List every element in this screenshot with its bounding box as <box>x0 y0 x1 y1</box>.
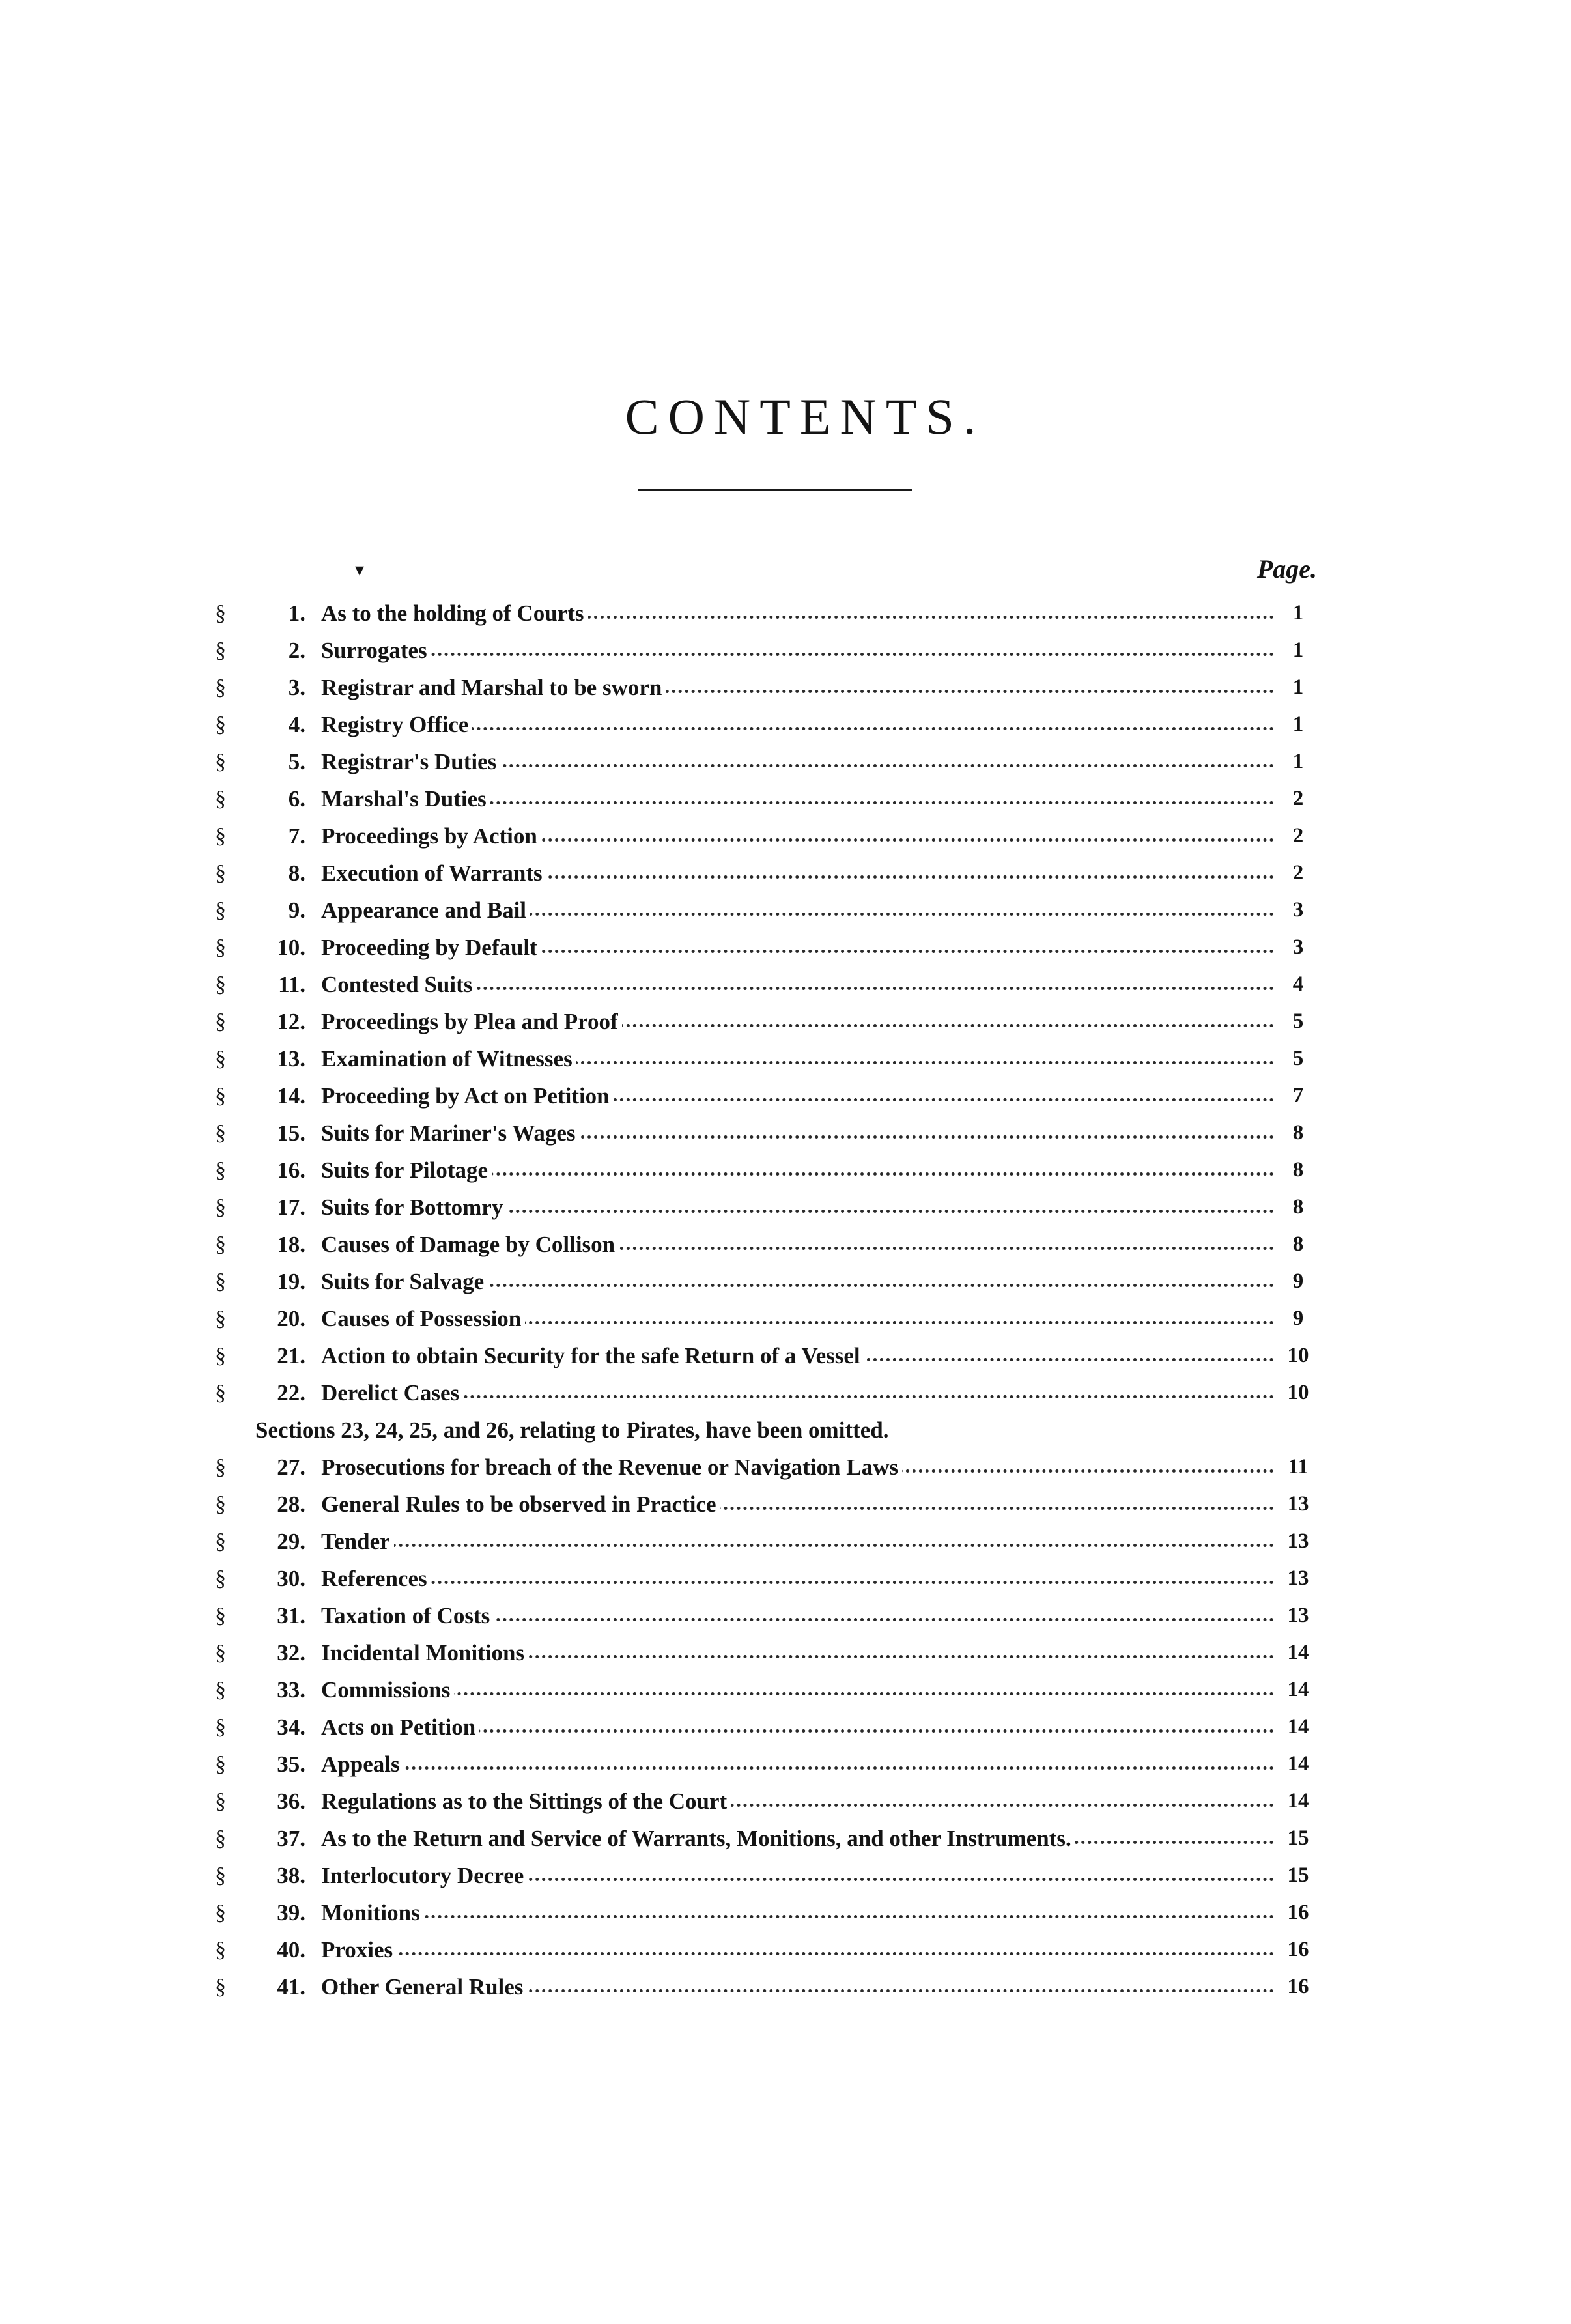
section-title-leader <box>321 1789 1274 1815</box>
page-number: 5 <box>1292 1010 1304 1033</box>
contents-entry <box>215 1374 1322 1411</box>
contents-entry <box>215 1300 1322 1337</box>
section-title: Causes of Possession <box>321 1306 525 1331</box>
section-title: References <box>321 1566 431 1591</box>
contents-entry <box>215 595 1322 632</box>
section-symbol: § <box>215 1343 226 1368</box>
section-symbol: § <box>215 1937 226 1962</box>
section-title-leader <box>321 1863 1274 1889</box>
section-title-leader <box>321 1566 1274 1592</box>
contents-entry <box>215 929 1322 966</box>
section-number: 17. <box>277 1194 305 1220</box>
page-number: 2 <box>1292 824 1304 847</box>
page-number: 15 <box>1287 1826 1309 1850</box>
page-number: 15 <box>1287 1863 1309 1887</box>
section-symbol: § <box>215 1232 226 1256</box>
section-title-leader <box>321 786 1274 812</box>
section-symbol: § <box>215 1046 226 1071</box>
section-symbol: § <box>215 1157 226 1182</box>
section-symbol: § <box>215 1269 226 1294</box>
section-symbol: § <box>215 1640 226 1665</box>
section-symbol: § <box>215 1492 226 1516</box>
section-title-leader <box>321 1454 1274 1481</box>
section-title-leader <box>321 1900 1274 1926</box>
section-number: 32. <box>277 1639 305 1665</box>
section-title-leader <box>321 1937 1274 1963</box>
section-title: Other General Rules <box>321 1974 527 2000</box>
section-title-leader <box>321 1640 1274 1666</box>
section-symbol: § <box>215 1566 226 1591</box>
section-number: 6. <box>288 786 305 812</box>
page-number: 16 <box>1287 1938 1309 1961</box>
section-number: 7. <box>288 823 305 849</box>
section-title: Action to obtain Security for the safe Return of a Vessel <box>321 1343 864 1368</box>
section-number: 29. <box>277 1528 305 1554</box>
section-title-leader <box>321 935 1274 961</box>
contents-entry <box>215 1189 1322 1226</box>
page-number: 14 <box>1287 1752 1309 1776</box>
contents-entry <box>215 780 1322 817</box>
contents-entry <box>215 669 1322 706</box>
section-symbol: § <box>215 1454 226 1479</box>
section-title: Causes of Damage by Collison <box>321 1232 619 1257</box>
section-number: 15. <box>277 1120 305 1146</box>
section-title: Suits for Mariner's Wages <box>321 1120 580 1146</box>
section-symbol: § <box>215 1306 226 1331</box>
section-number: 1. <box>288 600 305 626</box>
contents-entry <box>215 632 1322 669</box>
page-number: 16 <box>1287 1975 1309 1998</box>
section-title: Contested Suits <box>321 972 476 997</box>
section-symbol: § <box>215 1009 226 1034</box>
section-title-leader <box>321 1343 1274 1369</box>
section-symbol: § <box>215 1120 226 1145</box>
section-symbol: § <box>215 1677 226 1702</box>
page-number: 8 <box>1292 1158 1304 1182</box>
page-title: CONTENTS. <box>625 388 985 445</box>
section-title-leader <box>321 1714 1274 1740</box>
section-number: 38. <box>277 1862 305 1888</box>
section-title: Registry Office <box>321 712 472 737</box>
section-title: Registrar and Marshal to be sworn <box>321 675 666 700</box>
section-title-leader <box>321 638 1274 664</box>
section-title: Appeals <box>321 1751 404 1777</box>
section-title: Regulations as to the Sittings of the Court <box>321 1789 731 1814</box>
contents-entry <box>215 1003 1322 1040</box>
contents-entry <box>215 1040 1322 1077</box>
section-title-leader <box>321 1120 1274 1146</box>
section-symbol: § <box>215 1826 226 1850</box>
section-title-leader <box>321 1826 1274 1852</box>
section-number: 34. <box>277 1714 305 1740</box>
page-number: 16 <box>1287 1901 1309 1924</box>
section-symbol: § <box>215 601 226 625</box>
page-number: 1 <box>1292 675 1304 699</box>
section-title: Appearance and Bail <box>321 898 530 923</box>
page-number: 5 <box>1292 1047 1304 1070</box>
section-symbol: § <box>215 823 226 848</box>
section-title: General Rules to be observed in Practice <box>321 1492 720 1517</box>
section-title: Incidental Monitions <box>321 1640 528 1665</box>
section-title: Acts on Petition <box>321 1714 479 1740</box>
section-title: As to the Return and Service of Warrants, Monitions, and other Instruments. <box>321 1826 1075 1851</box>
section-title: Taxation of Costs <box>321 1603 494 1628</box>
section-number: 40. <box>277 1936 305 1963</box>
contents-entry <box>215 1152 1322 1189</box>
omitted-sections-note: Sections 23, 24, 25, and 26, relating to Pirates, have been omitted. <box>255 1417 889 1443</box>
section-symbol: § <box>215 712 226 737</box>
section-title: Marshal's Duties <box>321 786 490 812</box>
contents-entry <box>215 1931 1322 1968</box>
contents-entry <box>215 1560 1322 1597</box>
section-title: Monitions <box>321 1900 424 1925</box>
section-title-leader <box>321 1269 1274 1295</box>
section-number: 30. <box>277 1565 305 1591</box>
section-title-leader <box>321 898 1274 924</box>
section-symbol: § <box>215 1603 226 1628</box>
section-title-leader <box>321 1195 1274 1221</box>
section-number: 41. <box>277 1974 305 2000</box>
section-symbol: § <box>215 675 226 700</box>
section-title-leader <box>321 860 1274 886</box>
contents-entry <box>215 1226 1322 1263</box>
section-number: 37. <box>277 1825 305 1851</box>
page-number: 8 <box>1292 1195 1304 1219</box>
section-number: 3. <box>288 674 305 700</box>
section-number: 14. <box>277 1083 305 1109</box>
page-number: 13 <box>1287 1529 1309 1553</box>
section-number: 33. <box>277 1677 305 1703</box>
page-number: 13 <box>1287 1566 1309 1590</box>
section-title: Suits for Bottomry <box>321 1195 507 1220</box>
section-title-leader <box>321 675 1274 701</box>
page-number: 8 <box>1292 1121 1304 1144</box>
section-number: 28. <box>277 1491 305 1517</box>
section-symbol: § <box>215 972 226 997</box>
section-symbol: § <box>215 935 226 959</box>
contents-entry <box>215 706 1322 743</box>
title-rule <box>638 489 912 491</box>
section-symbol: § <box>215 1529 226 1553</box>
section-title-leader <box>321 1306 1274 1332</box>
section-symbol: § <box>215 1380 226 1405</box>
section-title: Surrogates <box>321 638 431 663</box>
contents-entry <box>215 1263 1322 1300</box>
page-number: 2 <box>1292 861 1304 885</box>
contents-entry <box>215 966 1322 1003</box>
page-number: 11 <box>1288 1455 1309 1479</box>
section-number: 21. <box>277 1342 305 1368</box>
section-symbol: § <box>215 638 226 662</box>
section-title: Proceeding by Act on Petition <box>321 1083 614 1109</box>
page-number: 13 <box>1287 1604 1309 1627</box>
section-symbol: § <box>215 1714 226 1739</box>
contents-entry <box>215 1857 1322 1894</box>
page-number: 8 <box>1292 1232 1304 1256</box>
section-title-leader <box>321 823 1274 849</box>
contents-entry <box>215 1114 1322 1152</box>
section-title-leader <box>321 712 1274 738</box>
section-number: 16. <box>277 1157 305 1183</box>
page-number: 1 <box>1292 601 1304 625</box>
page-number: 1 <box>1292 750 1304 773</box>
page-number: 9 <box>1292 1307 1304 1330</box>
section-number: 5. <box>288 748 305 774</box>
section-title-leader <box>321 749 1274 775</box>
section-title: Execution of Warrants <box>321 860 546 886</box>
section-number: 20. <box>277 1305 305 1331</box>
page-number: 3 <box>1292 898 1304 922</box>
page-number: 1 <box>1292 713 1304 736</box>
contents-entry <box>215 1746 1322 1783</box>
section-title-leader <box>321 1232 1274 1258</box>
section-title: Proceedings by Action <box>321 823 541 849</box>
section-symbol: § <box>215 1863 226 1888</box>
page-number: 4 <box>1292 972 1304 996</box>
section-title: As to the holding of Courts <box>321 601 588 626</box>
section-title: Proceeding by Default <box>321 935 541 960</box>
section-title-leader <box>321 1083 1274 1109</box>
page-number: 9 <box>1292 1269 1304 1293</box>
section-number: 11. <box>278 971 305 997</box>
section-title: Derelict Cases <box>321 1380 463 1406</box>
contents-entry <box>215 817 1322 855</box>
contents-entry <box>215 1486 1322 1523</box>
section-title-leader <box>321 1380 1274 1406</box>
section-number: 35. <box>277 1751 305 1777</box>
section-title-leader <box>321 1677 1274 1703</box>
contents-entry <box>215 1708 1322 1746</box>
page-mark: ▾ <box>355 560 365 580</box>
contents-entry <box>215 1597 1322 1634</box>
page-number: 14 <box>1287 1678 1309 1701</box>
section-number: 8. <box>288 860 305 886</box>
section-title: Prosecutions for breach of the Revenue or Navigation Laws <box>321 1454 902 1480</box>
section-number: 19. <box>277 1268 305 1294</box>
contents-entry <box>215 1077 1322 1114</box>
page-number: 10 <box>1287 1344 1309 1367</box>
section-title: Registrar's Duties <box>321 749 500 774</box>
section-title-leader <box>321 1492 1274 1518</box>
section-symbol: § <box>215 1195 226 1219</box>
section-title-leader <box>321 1529 1274 1555</box>
contents-entry <box>215 743 1322 780</box>
contents-entry <box>215 1968 1322 2005</box>
page-number: 1 <box>1292 638 1304 662</box>
section-title-leader <box>321 972 1274 998</box>
section-number: 13. <box>277 1045 305 1071</box>
page-column-header: Page. <box>1256 554 1317 584</box>
contents-entry <box>215 1449 1322 1486</box>
section-title: Examination of Witnesses <box>321 1046 576 1071</box>
contents-entry <box>215 855 1322 892</box>
section-title: Tender <box>321 1529 394 1554</box>
section-number: 10. <box>277 934 305 960</box>
section-symbol: § <box>215 860 226 885</box>
section-number: 9. <box>288 897 305 923</box>
section-symbol: § <box>215 1751 226 1776</box>
section-title-leader <box>321 1009 1274 1035</box>
section-number: 36. <box>277 1788 305 1814</box>
section-number: 4. <box>288 711 305 737</box>
contents-entry <box>215 1337 1322 1374</box>
section-symbol: § <box>215 1083 226 1108</box>
section-symbol: § <box>215 1900 226 1925</box>
section-symbol: § <box>215 786 226 811</box>
section-title-leader <box>321 1046 1274 1072</box>
page-number: 13 <box>1287 1492 1309 1516</box>
page-number: 14 <box>1287 1641 1309 1664</box>
page-number: 3 <box>1292 935 1304 959</box>
section-number: 12. <box>277 1008 305 1034</box>
section-symbol: § <box>215 1974 226 1999</box>
contents-entry <box>215 1783 1322 1820</box>
section-title: Suits for Salvage <box>321 1269 488 1294</box>
section-title: Commissions <box>321 1677 454 1703</box>
contents-list <box>215 595 1322 2005</box>
page-number: 14 <box>1287 1715 1309 1738</box>
page-number: 2 <box>1292 787 1304 810</box>
contents-entry <box>215 892 1322 929</box>
section-title-leader <box>321 1751 1274 1778</box>
section-title-leader <box>321 1974 1274 2000</box>
contents-entry <box>215 1671 1322 1708</box>
section-number: 39. <box>277 1899 305 1925</box>
section-number: 18. <box>277 1231 305 1257</box>
contents-entry <box>215 1634 1322 1671</box>
section-title-leader <box>321 1603 1274 1629</box>
section-number: 27. <box>277 1454 305 1480</box>
section-title: Interlocutory Decree <box>321 1863 528 1888</box>
section-symbol: § <box>215 1789 226 1813</box>
section-title-leader <box>321 601 1274 627</box>
section-title: Suits for Pilotage <box>321 1157 492 1183</box>
page-number: 7 <box>1292 1084 1304 1107</box>
section-symbol: § <box>215 749 226 774</box>
contents-entry <box>215 1523 1322 1560</box>
section-number: 22. <box>277 1380 305 1406</box>
section-title: Proxies <box>321 1937 397 1963</box>
page-number: 10 <box>1287 1381 1309 1404</box>
section-title: Proceedings by Plea and Proof <box>321 1009 622 1034</box>
contents-entry <box>215 1894 1322 1931</box>
contents-entry <box>215 1820 1322 1857</box>
section-number: 2. <box>288 637 305 663</box>
section-symbol: § <box>215 898 226 922</box>
section-title-leader <box>321 1157 1274 1183</box>
section-number: 31. <box>277 1602 305 1628</box>
page-number: 14 <box>1287 1789 1309 1813</box>
